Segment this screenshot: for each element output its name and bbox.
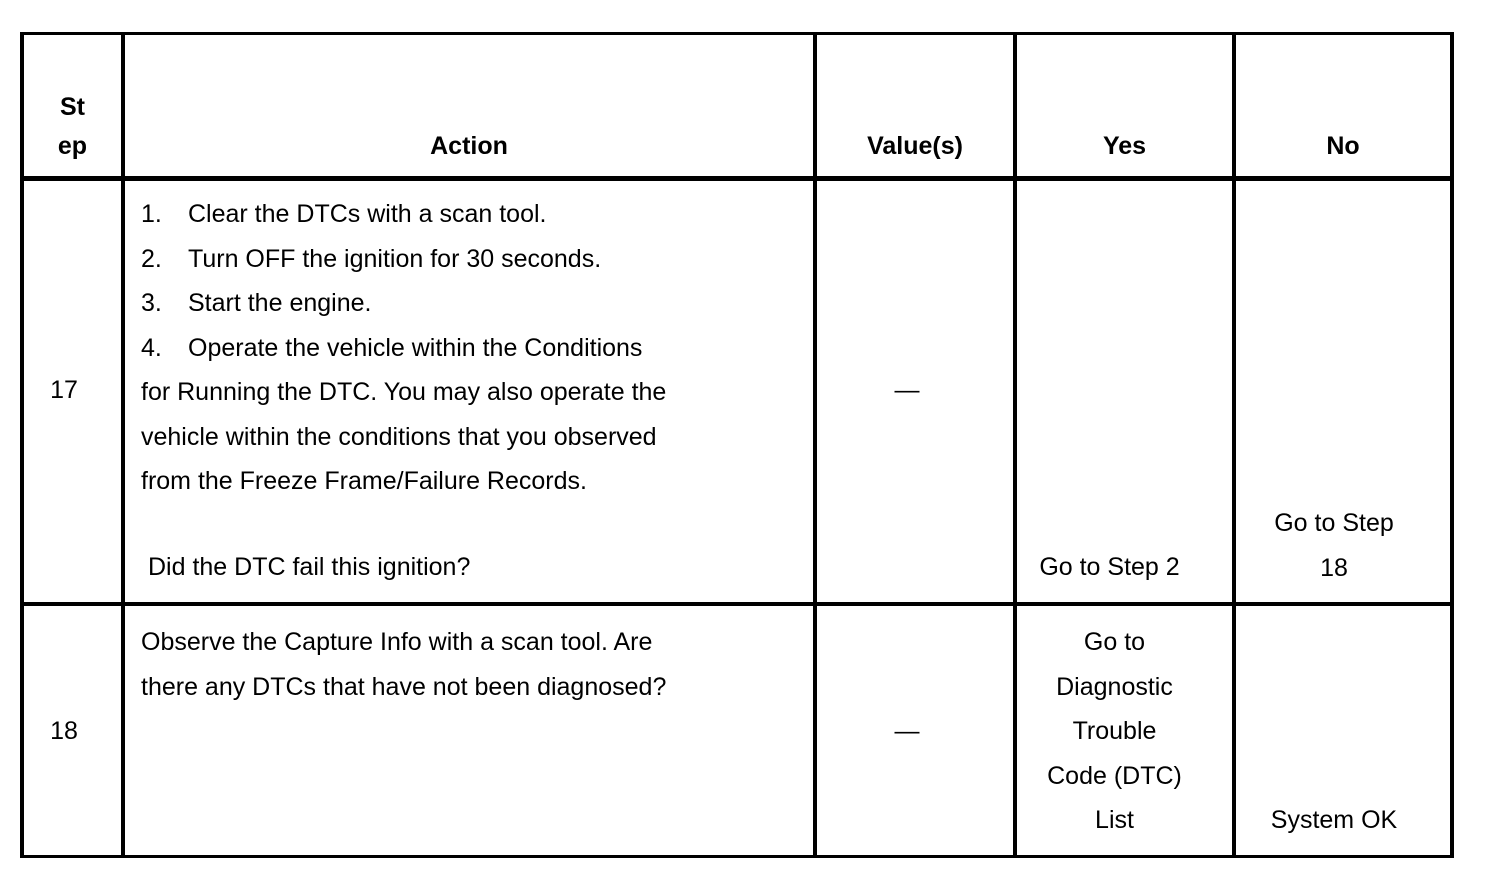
list-item — [141, 192, 801, 237]
list-text: Operate the vehicle within the Conditions — [188, 333, 643, 362]
list-text: Clear the DTCs with a scan tool. — [188, 200, 547, 228]
header-action: Action — [430, 132, 508, 160]
yes-result-line: Trouble — [1072, 717, 1157, 745]
no-result — [1236, 501, 1432, 590]
header-yes: Yes — [1102, 132, 1147, 160]
list-number: 4. — [141, 333, 162, 362]
yes-result-line: Code (DTC) — [1047, 761, 1182, 790]
header-values: Value(s) — [867, 132, 963, 160]
no-result: System OK — [1270, 806, 1398, 834]
yes-result — [1017, 620, 1212, 843]
list-item — [141, 326, 801, 371]
step-number: 18 — [50, 717, 78, 745]
header-step-line2: ep — [57, 132, 88, 160]
row-divider — [20, 602, 1454, 606]
no-result-line: Go to Step — [1274, 509, 1394, 537]
yes-result-line: Go to — [1083, 628, 1146, 656]
list-item — [141, 237, 801, 282]
continuation-line: for Running the DTC. You may also operate the — [141, 378, 667, 406]
yes-result-line: List — [1095, 806, 1134, 834]
list-item — [141, 281, 801, 326]
action-line: Observe the Capture Info with a scan tool. Are — [141, 628, 653, 656]
diagnostic-table — [20, 32, 1454, 858]
yes-result-line: Diagnostic — [1056, 672, 1173, 701]
column-border — [1450, 32, 1454, 858]
header-step — [24, 88, 121, 166]
yes-result: Go to Step 2 — [1039, 553, 1180, 581]
continuation-line: vehicle within the conditions that you observed — [141, 422, 657, 451]
table-top-border — [20, 32, 1454, 35]
list-number: 2. — [141, 244, 162, 273]
list-text: Turn OFF the ignition for 30 seconds. — [188, 244, 602, 273]
no-result-line: 18 — [1320, 553, 1348, 582]
header-no: No — [1326, 132, 1360, 160]
action-cell — [141, 192, 801, 504]
continuation-line: from the Freeze Frame/Failure Records. — [141, 467, 587, 495]
question-text: Did the DTC fail this ignition? — [148, 553, 471, 581]
value-dash: — — [894, 376, 920, 404]
action-line: there any DTCs that have not been diagnosed? — [141, 672, 667, 701]
list-number: 3. — [141, 289, 162, 317]
list-text: Start the engine. — [188, 289, 372, 317]
step-number: 17 — [50, 376, 78, 404]
list-number: 1. — [141, 200, 162, 228]
header-step-line1: St — [60, 93, 85, 121]
header-bottom-border — [20, 176, 1454, 181]
action-cell — [141, 620, 801, 709]
table-bottom-border — [20, 855, 1454, 858]
value-dash: — — [894, 717, 920, 745]
